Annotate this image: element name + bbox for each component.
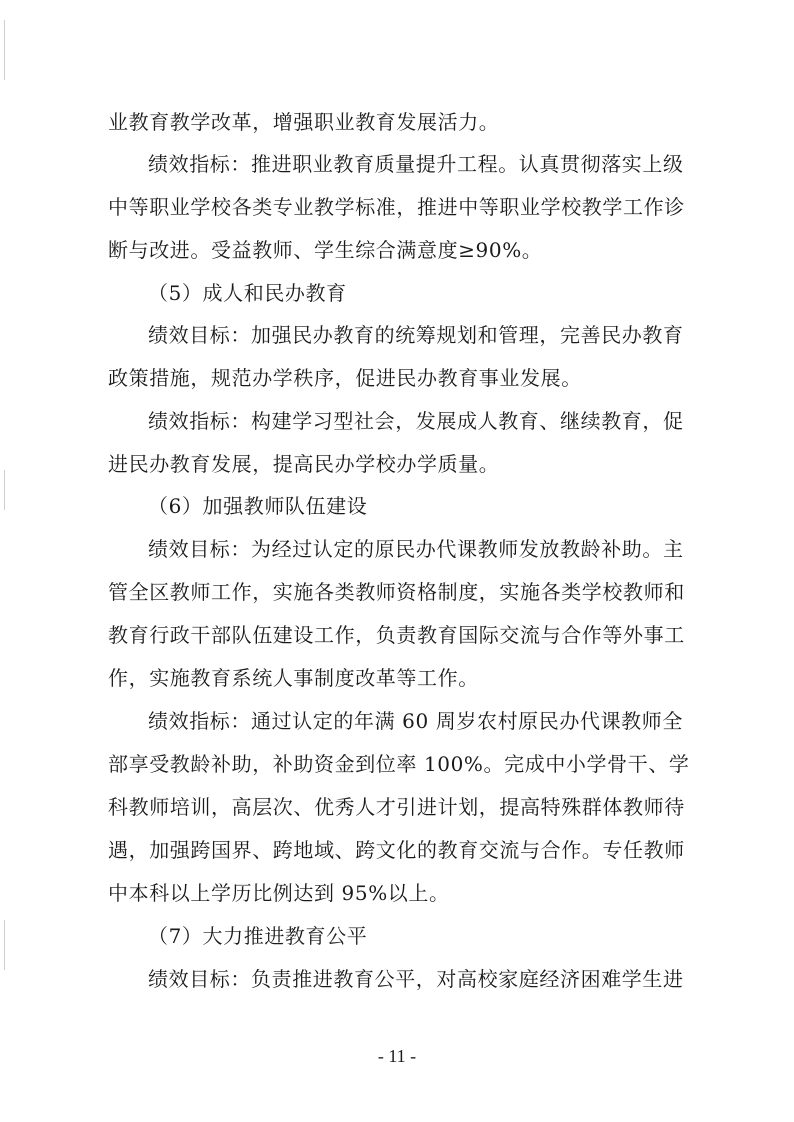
paragraph-line: 管全区教师工作，实施各类教师资格制度，实施各类学校教师和 <box>108 580 685 604</box>
paragraph-line: 绩效指标：通过认定的年满 60 周岁农村原民办代课教师全 <box>148 709 683 733</box>
paragraph-line: 作，实施教育系统人事制度改革等工作。 <box>108 666 479 690</box>
paragraph-line: 断与改进。受益教师、学生综合满意度≥90%。 <box>108 238 543 262</box>
section-heading: （6）加强教师队伍建设 <box>148 494 368 518</box>
paragraph-line: 绩效目标：加强民办教育的统筹规划和管理，完善民办教育 <box>148 323 684 347</box>
paragraph-line: 业教育教学改革，增强职业教育发展活力。 <box>108 110 500 134</box>
section-heading: （7）大力推进教育公平 <box>148 924 368 948</box>
page-number: - 11 - <box>377 1046 417 1066</box>
paragraph-line: 政策措施，规范办学秩序，促进民办教育事业发展。 <box>108 366 582 390</box>
paragraph-line: 绩效指标：推进职业教育质量提升工程。认真贯彻落实上级 <box>148 152 684 176</box>
paragraph-line: 遇，加强跨国界、跨地域、跨文化的教育交流与合作。专任教师 <box>108 838 685 862</box>
section-heading: （5）成人和民办教育 <box>148 281 347 305</box>
paragraph-line: 绩效目标：负责推进教育公平，对高校家庭经济困难学生进 <box>148 967 684 991</box>
paragraph-line: 中等职业学校各类专业教学标准，推进中等职业学校教学工作诊 <box>108 195 685 219</box>
scan-edge-mark <box>4 920 5 970</box>
scan-edge-mark <box>4 20 5 80</box>
paragraph-line: 绩效指标：构建学习型社会，发展成人教育、继续教育，促 <box>148 409 684 433</box>
paragraph-line: 中本科以上学历比例达到 95%以上。 <box>108 881 450 905</box>
paragraph-line: 科教师培训，高层次、优秀人才引进计划，提高特殊群体教师待 <box>108 795 685 819</box>
paragraph-line: 绩效目标：为经过认定的原民办代课教师发放教龄补助。主 <box>148 537 684 561</box>
paragraph-line: 教育行政干部队伍建设工作，负责教育国际交流与合作等外事工 <box>108 623 685 647</box>
paragraph-line: 部享受教龄补助，补助资金到位率 100%。完成中小学骨干、学 <box>108 752 690 776</box>
scan-edge-mark <box>4 470 5 510</box>
paragraph-line: 进民办教育发展，提高民办学校办学质量。 <box>108 452 500 476</box>
